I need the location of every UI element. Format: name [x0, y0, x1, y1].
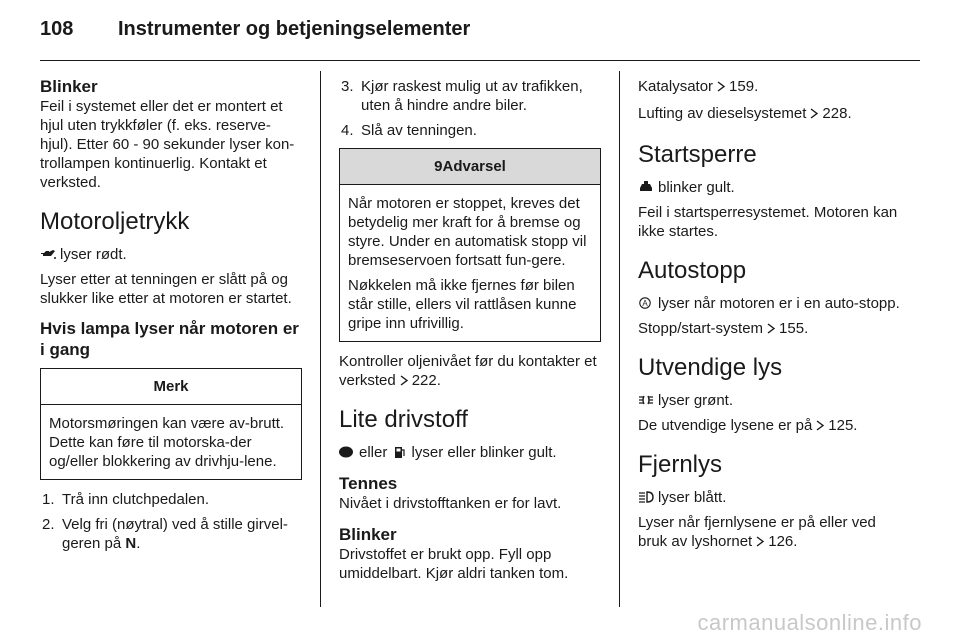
exterior-symbol-line: lyser grønt. [638, 391, 900, 410]
page-ref-icon [755, 536, 765, 547]
tennes-heading: Tennes [339, 474, 398, 493]
check-oil-text: Kontroller oljenivået før du kontakter et verksted 222. [339, 353, 597, 389]
column-divider-1 [320, 71, 321, 607]
svg-text:A: A [642, 299, 648, 308]
oil-text: Lyser etter at tenningen er slått på og slukker like etter at motoren er startet. [40, 271, 292, 307]
step-number: 1. [42, 491, 55, 508]
oil-symbol-line [40, 245, 302, 264]
low-fuel-heading: Lite drivstoff [339, 406, 468, 433]
exterior-ref: De utvendige lysene er på 125. [638, 417, 858, 434]
autostop-icon [638, 297, 654, 309]
car-key-icon [638, 181, 654, 193]
note-box [40, 368, 302, 480]
page-number: 108 [40, 18, 74, 40]
high-beam-icon [638, 491, 654, 503]
warning-text-1: Når motoren er stoppet, kreves det betydelig mer kraft for å bremse og styre. Under en automatisk stopp vil bremseservoen fortsatt fun-gere. [348, 195, 587, 269]
autostop-heading: Autostopp [638, 257, 747, 284]
sidelight-icon [638, 394, 654, 406]
page-ref-icon [766, 323, 776, 334]
warning-triangle-icon: 9 [434, 158, 443, 175]
step-number: 3. [341, 78, 354, 95]
page-ref-icon [399, 375, 409, 386]
list-item: 3. Kjør raskest mulig ut av trafikken, uten å hindre andre biler. [341, 78, 583, 114]
oil-pressure-heading: Motoroljetrykk [40, 208, 190, 235]
watermark: carmanualsonline.info [697, 610, 922, 635]
steps-list-1 [40, 490, 302, 553]
immobiliser-symbol-line: blinker gult. [638, 178, 900, 197]
note-text: Motorsmøringen kan være av-brutt. Dette kan føre til motorska-der og/eller blokkering av drivhju-lene. [49, 415, 285, 470]
step-number: 4. [341, 122, 354, 139]
column-divider-2 [619, 71, 620, 607]
steps-list-2 [339, 77, 601, 140]
gear-neutral: N [125, 535, 137, 552]
warning-box [339, 148, 601, 342]
page-ref-icon [716, 81, 726, 92]
fuel-blinker-heading: Blinker [339, 525, 397, 544]
page-ref-icon [809, 108, 819, 119]
page-ref-icon [815, 420, 825, 431]
catalyst-ref: Katalysator 159. [638, 78, 759, 95]
diesel-vent-ref: Lufting av dieselsystemet 228. [638, 105, 852, 122]
fuel-pump-icon [392, 446, 408, 458]
fuel-symbol-line: eller lyser eller blinker gult. [339, 443, 601, 462]
step-number: 2. [42, 516, 55, 533]
blinker-text: Feil i systemet eller det er montert et hjul uten trykkføler (f. eks. reserve-hjul). Etter 60 - 90 sekunder lyser kon-trollampen kontinuerlig. Kontakt et verksted. [40, 98, 295, 191]
blinker-heading: Blinker [40, 77, 98, 96]
column-3 [638, 77, 900, 557]
running-lamp-heading: Hvis lampa lyser når motoren er i gang [40, 319, 299, 359]
warning-text-2: Nøkkelen må ikke fjernes før bilen står stille, ellers vil rattlåsen kunne gripe inn ufrivillig. [348, 277, 577, 332]
fuel-blinker-text: Drivstoffet er brukt opp. Fyll opp umiddelbart. Kjør aldri tanken tom. [339, 546, 569, 582]
list-item: 2. Velg fri (nøytral) ved å stille girvel-geren på N. [42, 516, 288, 552]
high-beam-symbol-line: lyser blått. [638, 488, 900, 507]
column-1 [40, 77, 302, 559]
column-2 [339, 77, 601, 589]
page-header [40, 18, 920, 58]
exterior-lights-heading: Utvendige lys [638, 354, 783, 381]
oil-symbol-text: lyser rødt. [60, 246, 127, 263]
list-item: 1. Trå inn clutchpedalen. [42, 491, 210, 508]
running-title: Instrumenter og betjeningselementer [118, 18, 471, 40]
list-item: 4. Slå av tenningen. [341, 122, 477, 139]
header-divider [40, 60, 920, 61]
immobiliser-text: Feil i startsperresystemet. Motoren kan ikke startes. [638, 204, 898, 240]
immobiliser-heading: Startsperre [638, 141, 757, 168]
high-beam-text: Lyser når fjernlysene er på eller ved bruk av lyshornet 126. [638, 514, 876, 550]
oil-can-icon [40, 248, 56, 260]
high-beam-heading: Fjernlys [638, 451, 723, 478]
note-header: Merk [41, 369, 301, 405]
start-stop-ref: Stopp/start-system 155. [638, 320, 809, 337]
tennes-text: Nivået i drivstofftanken er for lavt. [339, 495, 562, 512]
autostop-symbol-line: A lyser når motoren er i en auto-stopp. [638, 294, 900, 313]
warning-header: 9Advarsel [340, 149, 600, 185]
fuel-lamp-icon [339, 446, 355, 458]
